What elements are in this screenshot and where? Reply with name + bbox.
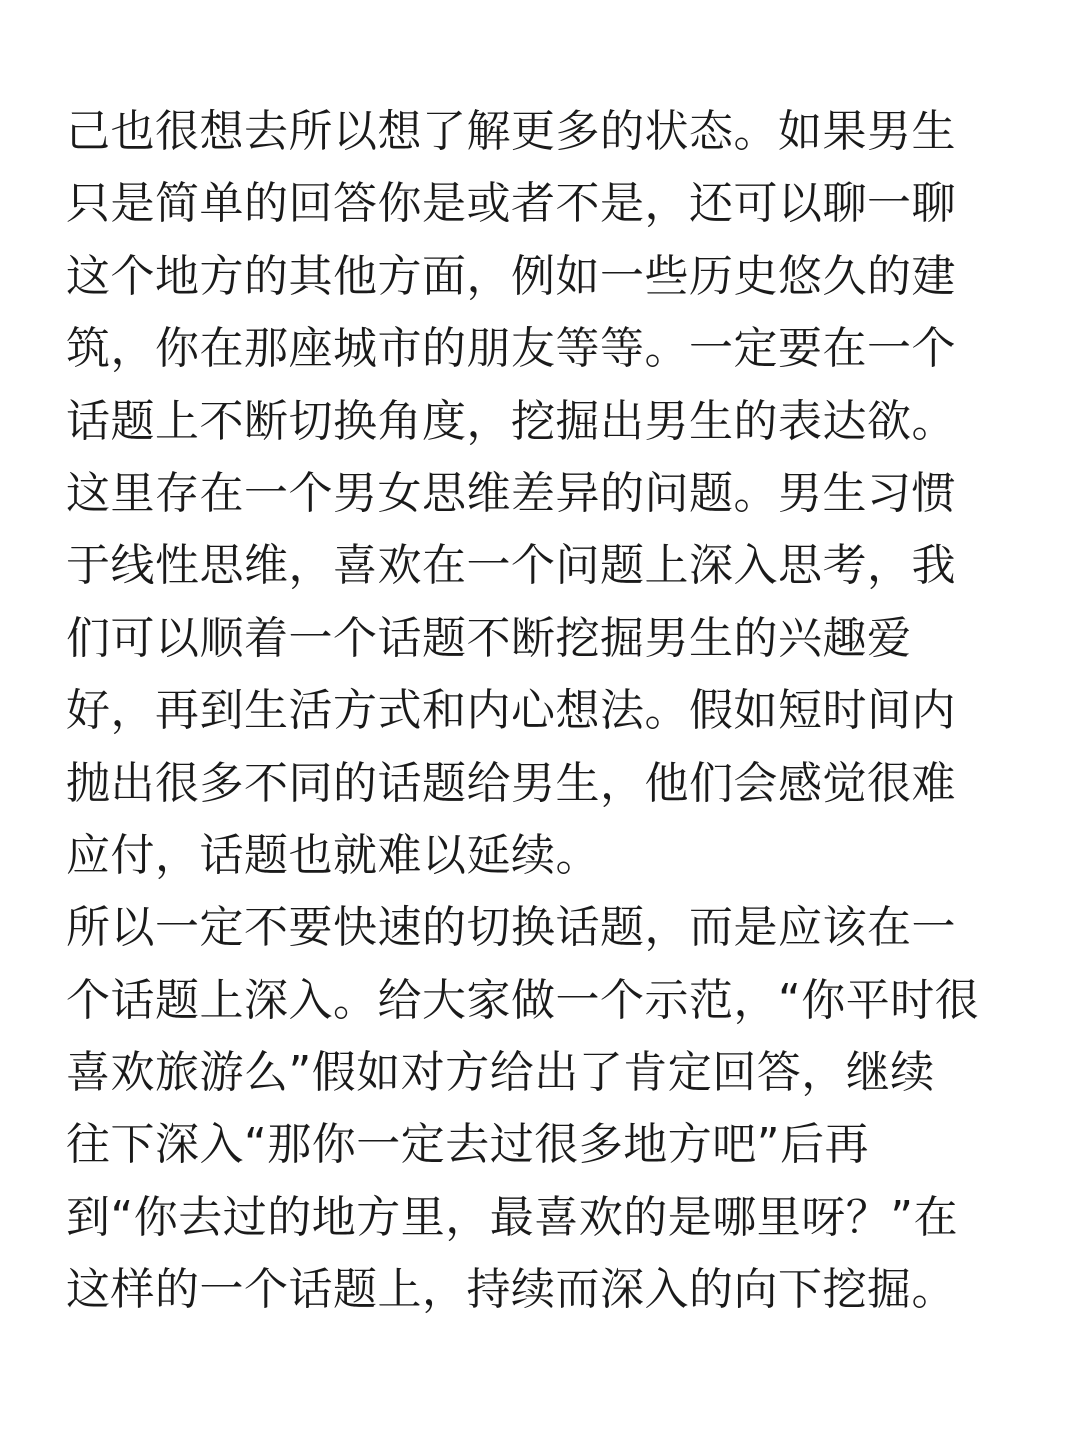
text-line: 这样的一个话题上，持续而深入的向下挖掘。 [66,1264,956,1316]
text-line: 只是简单的回答你是或者不是，还可以聊一聊 [66,178,956,230]
text-line: 这个地方的其他方面，例如一些历史悠久的建 [66,250,956,302]
text-line: 于线性思维，喜欢在一个问题上深入思考，我 [66,540,956,592]
text-line: 往下深入“那你一定去过很多地方吧”后再 [66,1119,870,1171]
text-line: 们可以顺着一个话题不断挖掘男生的兴趣爱 [66,612,912,664]
text-line: 好，再到生活方式和内心想法。假如短时间内 [66,685,956,737]
text-line: 应付，话题也就难以延续。 [66,829,600,881]
text-line: 话题上不断切换角度，挖掘出男生的表达欲。 [66,395,956,447]
text-line: 所以一定不要快速的切换话题，而是应该在一 [66,902,956,954]
text-line: 抛出很多不同的话题给男生，他们会感觉很难 [66,757,956,809]
text-line: 个话题上深入。给大家做一个示范，“你平时很 [66,974,980,1026]
article-text [66,96,1026,1327]
text-line: 己也很想去所以想了解更多的状态。如果男生 [66,106,956,157]
text-line: 筑，你在那座城市的朋友等等。一定要在一个 [66,323,956,375]
text-line: 这里存在一个男女思维差异的问题。男生习惯 [66,467,956,519]
text-line: 喜欢旅游么”假如对方给出了肯定回答，继续 [66,1047,935,1099]
text-line: 到“你去过的地方里，最喜欢的是哪里呀？”在 [66,1191,959,1243]
